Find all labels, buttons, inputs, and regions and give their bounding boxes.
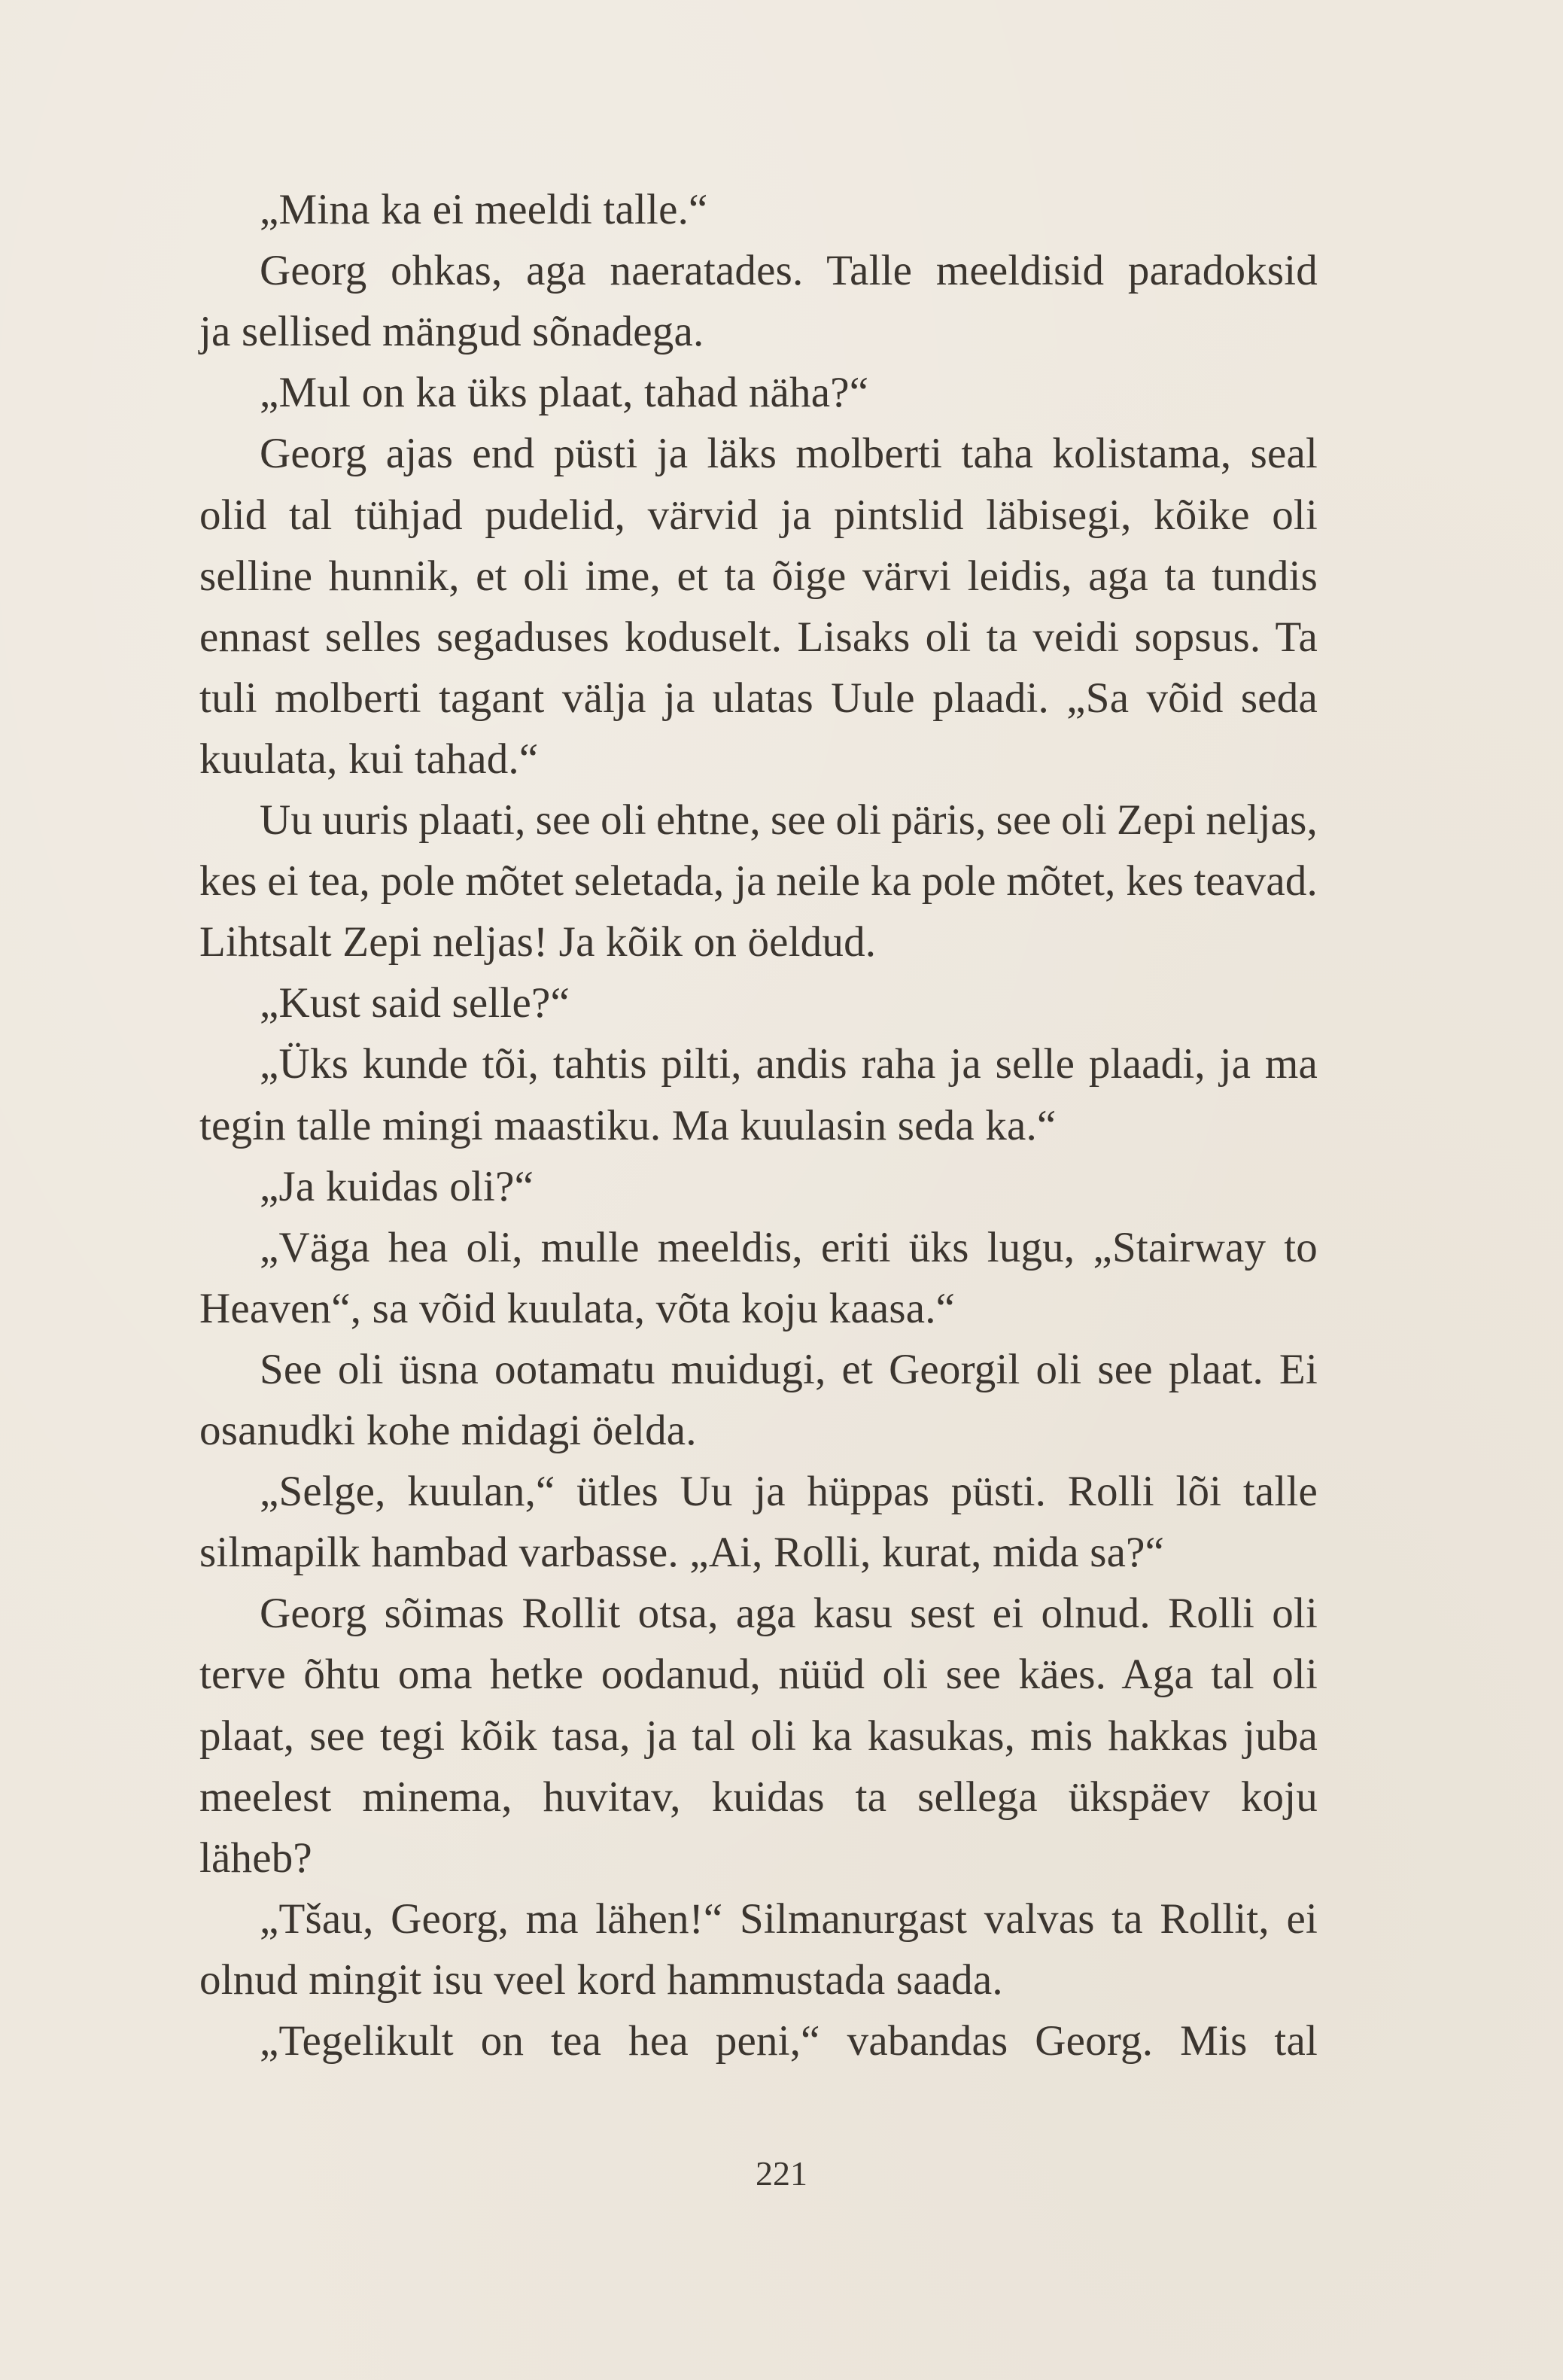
text-line: ja sellised mängud sõnadega. — [199, 308, 704, 356]
text-line: olid tal tühjad pudelid, värvid ja pintslid läbisegi, kõike oli — [199, 491, 1318, 539]
text-line: „Tšau, Georg, ma lähen!“ Silmanurgast valvas ta Rollit, ei — [260, 1895, 1318, 1943]
text-line: terve õhtu oma hetke oodanud, nüüd oli see käes. Aga tal oli — [199, 1651, 1318, 1699]
text-line: See oli üsna ootamatu muidugi, et Georgil oli see plaat. Ei — [260, 1345, 1318, 1393]
text-line: tegin talle mingi maastiku. Ma kuulasin seda ka.“ — [199, 1101, 1057, 1149]
text-line: olnud mingit isu veel kord hammustada saada. — [199, 1955, 1003, 2004]
text-line: Georg ohkas, aga naeratades. Talle meeldisid paradoksid — [260, 247, 1318, 295]
text-line: kuulata, kui tahad.“ — [199, 735, 539, 783]
text-line: „Ja kuidas oli?“ — [260, 1162, 534, 1210]
page-number: 221 — [756, 2154, 807, 2193]
text-line: Heaven“, sa võid kuulata, võta koju kaasa.“ — [199, 1284, 956, 1332]
text-line: selline hunnik, et oli ime, et ta õige värvi leidis, aga ta tundis — [199, 552, 1318, 600]
text-line: Georg sõimas Rollit otsa, aga kasu sest ei olnud. Rolli oli — [260, 1590, 1318, 1638]
text-line: „Selge, kuulan,“ ütles Uu ja hüppas püsti. Rolli lõi talle — [260, 1468, 1318, 1516]
text-line: plaat, see tegi kõik tasa, ja tal oli ka kasukas, mis hakkas juba — [199, 1712, 1318, 1760]
text-line: tuli molberti tagant välja ja ulatas Uule plaadi. „Sa võid seda — [199, 674, 1318, 722]
text-line: Uu uuris plaati, see oli ehtne, see oli päris, see oli Zepi neljas, — [260, 796, 1318, 844]
text-line: kes ei tea, pole mõtet seletada, ja neile ka pole mõtet, kes teavad. — [199, 857, 1318, 905]
text-line: „Üks kunde tõi, tahtis pilti, andis raha ja selle plaadi, ja ma — [260, 1040, 1318, 1088]
text-line: „Kust said selle?“ — [260, 979, 570, 1027]
text-line: osanudki kohe midagi öelda. — [199, 1407, 697, 1454]
text-line: silmapilk hambad varbasse. „Ai, Rolli, kurat, mida sa?“ — [199, 1529, 1165, 1577]
text-line: läheb? — [199, 1834, 312, 1882]
text-line: „Mina ka ei meeldi talle.“ — [260, 186, 708, 233]
text-line: „Mul on ka üks plaat, tahad näha?“ — [260, 369, 869, 417]
text-line: meelest minema, huvitav, kuidas ta sellega ükspäev koju — [199, 1773, 1318, 1821]
text-line: Georg ajas end püsti ja läks molberti taha kolistama, seal — [260, 430, 1318, 478]
text-line: „Tegelikult on tea hea peni,“ vabandas Georg. Mis tal — [260, 2017, 1318, 2065]
text-line: Lihtsalt Zepi neljas! Ja kõik on öeldud. — [199, 918, 877, 966]
text-line: ennast selles segaduses koduselt. Lisaks oli ta veidi sopsus. Ta — [199, 613, 1318, 661]
text-line: „Väga hea oli, mulle meeldis, eriti üks lugu, „Stairway to — [260, 1223, 1318, 1271]
